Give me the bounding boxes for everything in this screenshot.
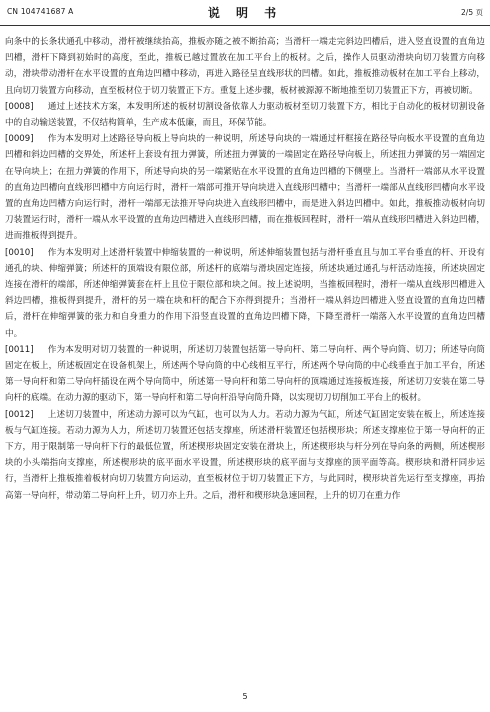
paragraph-number: [0008] — [5, 101, 34, 112]
paragraph-number: [0009] — [5, 134, 34, 145]
paragraph-text: 向条中的长条状通孔中移动，滑杆被继续抬高，推板亦随之被不断抬高；当滑杆一端走完斜边凹槽后，进入竖直设置的直角边凹槽，滑杆下降到初始时的高度，至此，推板已越过置放在加工平台上的板材。之后，操作人员驱动滑块向切刀装置方向移动，滑块带动滑杆在水平设置的直角边凹槽中移动，再进入路径呈直线形状的凹槽。如此，推板推动板材在加工平台上移动，且向切刀装置方向移动，直至板材位于切刀装置正下方。重复上述步骤，板材被源源不断地推至切刀装置正下方，再被切断。 — [5, 37, 485, 96]
paragraph-text: 通过上述技术方案，本发明所述的板材切割设备依靠人力驱动板材至切刀装置下方，相比于自动化的板材切割设备中的自动输送装置，不仅结构简单，生产成本低廉，而且，环保节能。 — [5, 101, 485, 129]
paragraph-0009 — [5, 131, 485, 244]
page-number: 5 — [242, 692, 248, 701]
paragraph-text: 上述切刀装置中，所述动力源可以为气缸，也可以为人力。若动力源为气缸，所述气缸固定安装在板上，所述连接板与气缸连接。若动力源为人力，所述切刀装置还包括支撑座，所述滑杆装置还包括楔形块；所述支撑座位于第一导向杆的正下方，用于限制第一导向杆下行的最低位置，所述楔形块固定安装在滑块上，所述楔形块与杆分列在导向条的两侧，所述楔形块的小头端指向支撑座，所述楔形块的底平面水平设置，所述楔形块的底平面与支撑座的顶平面等高。楔形块和滑杆同步运行，当滑杆上推板推着板材向切刀装置方向运动，直至板材位于切刀装置正下方，与此同时，楔形块首先运行至支撑座，再抬高第一导向杆，带动第二导向杆上升，切刀亦上升。之后，滑杆和楔形块急速回程，上升的切刀在重力作 — [5, 409, 485, 501]
page-header — [0, 0, 490, 22]
document-body — [5, 34, 485, 504]
header-divider — [0, 25, 490, 26]
paragraph-text: 作为本发明对切刀装置的一种说明，所述切刀装置包括第一导向杆、第二导向杆、两个导向筒、切刀；所述导向筒固定在板上，所述板固定在设备机架上，所述两个导向筒的中心线相互平行，所述两个导向筒的中心线垂直于加工平台，所述第一导向杆和第二导向杆插设在两个导向筒中，所述第一导向杆和第二导向杆的顶端通过连接板连接，所述切刀安装在第二导向杆的底端。在动力源的驱动下，第一导向杆和第二导向杆沿导向筒升降，以实现切刀切削加工平台上的板材。 — [5, 344, 485, 404]
paragraph-number: [0011] — [5, 344, 34, 355]
paragraph-text: 作为本发明对上述路径导向板上导向块的一种说明，所述导向块的一端通过杆框接在路径导向板水平设置的直角边凹槽和斜边凹槽的交界处，所述杆上套设有扭力弹簧，所述扭力弹簧的一端固定在路径导向板上，所述扭力弹簧的另一端固定在导向块上；在扭力弹簧的作用下，所述导向块的另一端紧贴在水平设置的直角边凹槽的下侧壁上。当滑杆一端部从水平设置的直角边凹槽向直线形凹槽中方向运行时，滑杆一端部可推开导向块进入直线形凹槽中；当滑杆一端部从直线形凹槽向水平设置的直角边凹槽方向运行时，滑杆一端部无法推开导向块进入直线形凹槽中，而是进入斜边凹槽中。如此，推板推动板材向切刀装置运行时，滑杆一端从水平设置的直角边凹槽进入直线形凹槽，而在推板回程时，滑杆一端从直线形凹槽进入斜边凹槽，进而推板得到提升。 — [5, 134, 485, 242]
paragraph-number: [0010] — [5, 247, 34, 258]
paragraph-text: 作为本发明对上述滑杆装置中伸缩装置的一种说明，所述伸缩装置包括与滑杆垂直且与加工平台垂直的杆、开设有通孔的块、伸缩弹簧；所述杆的顶端设有限位部，所述杆的底端与滑块固定连接，所述块通过通孔与杆活动连接，所述块固定连接在滑杆的端部，所述伸缩弹簧套在杆上且位于限位部和块之间。按上述说明，当推板回程时，滑杆一端从直线形凹槽进入斜边凹槽，推板得到提升，滑杆的另一端在块和杆的配合下亦得到提升；当滑杆一端从斜边凹槽进入竖直设置的直角边凹槽后，滑杆在伸缩弹簧的张力和自身重力的作用下沿竖直设置的直角边凹槽下降，下降至滑杆一端落入水平设置的直角边凹槽中。 — [5, 247, 485, 339]
document-title: 说 明 书 — [207, 6, 283, 20]
paragraph-number: [0012] — [5, 409, 34, 420]
paragraph-0012 — [5, 407, 485, 504]
publication-number: CN 104741687 A — [7, 7, 74, 16]
paragraph-0008 — [5, 99, 485, 131]
paragraph-0011 — [5, 342, 485, 407]
paragraph-continuation — [5, 34, 485, 99]
page-indicator: 2/5 页 — [461, 8, 483, 17]
paragraph-0010 — [5, 245, 485, 342]
